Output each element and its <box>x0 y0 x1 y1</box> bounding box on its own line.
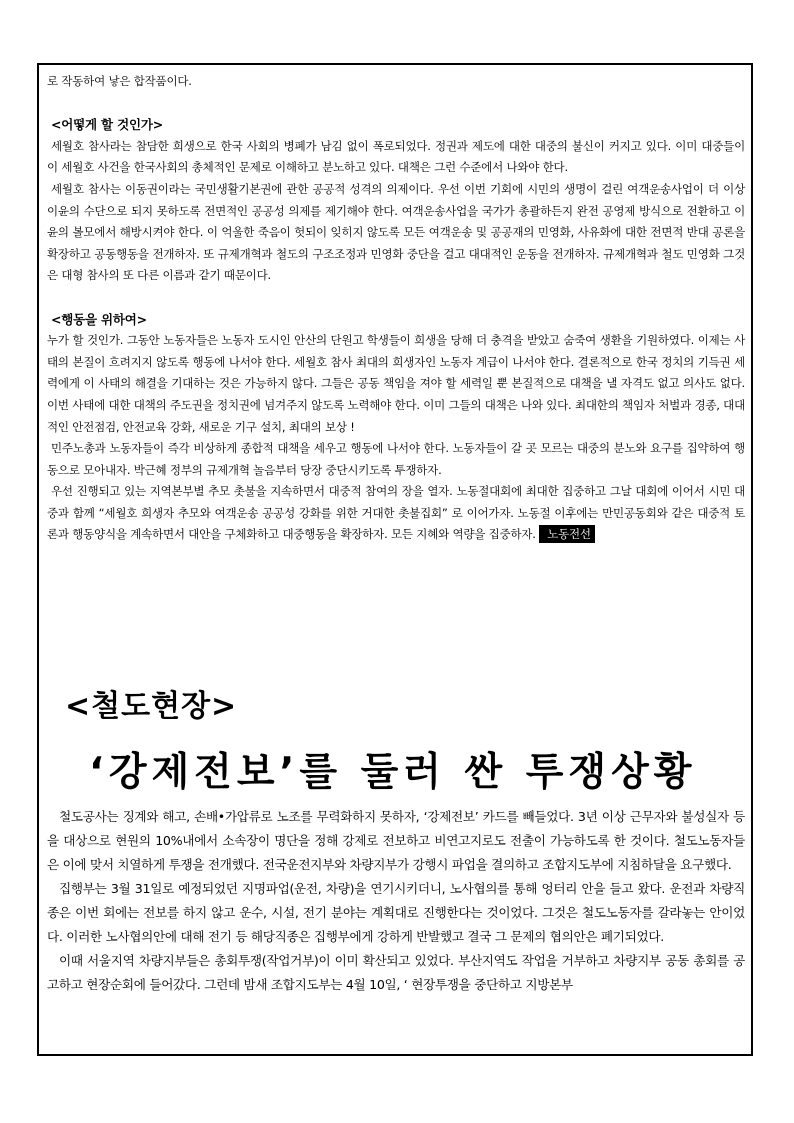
paragraph: 세월호 참사라는 참담한 희생으로 한국 사회의 병폐가 남김 없이 폭로되었다. 정권과 제도에 대한 대중의 불신이 커지고 있다. 이미 대중들이 이 세월호 사건을 한국사회의 총체적인 문제로 이해하고 분노하고 있다. 대책은 그런 수준에서 나와야 한다. <box>47 138 745 175</box>
upper-article <box>47 71 745 546</box>
paragraph: 누가 할 것인가. 그동안 노동자들은 노동자 도시인 안산의 단원고 학생들이 희생을 당해 더 충격을 받았고 숨죽여 생환을 기원하였다. 이제는 사태의 본질이 흐려지지 않도록 행동에 나서야 한다. 세월호 참사 최대의 희생자인 노동자 계급이 나서야 한다. 결론적으로 한국 정치의 기득권 세력에게 이 사태의 해결을 기대하는 것은 가능하지 않다. 그들은 공동 책임을 져야 할 세력일 뿐 본질적으로 대책을 낼 자격도 없고 의사도 없다. 이번 사태에 대한 대책의 주도권을 정치권에 넘겨주지 않도록 노력해야 한다. 이미 그들의 대책은 나와 있다. 최대한의 책임자 처벌과 경종, 대대적인 안전점검, 안전교육 강화, 새로운 기구 설치, 최대의 보상 ! <box>47 333 745 434</box>
paragraph: 민주노총과 노동자들이 즉각 비상하게 종합적 대책을 세우고 행동에 나서야 한다. 노동자들이 갈 곳 모르는 대중의 분노와 요구를 집약하여 행동으로 모아내자. 박근혜 정부의 규제개혁 놀음부터 당장 중단시키도록 투쟁하자. <box>47 441 745 477</box>
intro-line: 로 작동하여 낳은 합작품이다. <box>47 74 192 88</box>
paragraph-text: 우선 진행되고 있는 지역본부별 추모 촛불을 지속하면서 대중적 참여의 장을 열자. 노동절대회에 최대한 집중하고 그날 대회에 이어서 시민 대중과 함께 “세월호 희생자 추모와 여객운송 공공성 강화를 위한 거대한 촛불집회” 로 이어가자. 노동절 이후에는 만민공동회와 같은 대중적 토론과 행동양식을 계속하면서 대안을 구체화하고 대중행동을 확장하자. 모든 지혜와 역량을 집중하자. <box>47 484 745 542</box>
page-frame <box>37 63 753 1056</box>
article-title: ‘강제전보’를 둘러 싼 투쟁상황 <box>89 750 697 795</box>
rail-section-heading: <철도현장> <box>65 689 238 724</box>
section-heading-how: <어떻게 할 것인가> <box>51 117 163 133</box>
spacer <box>47 93 745 115</box>
source-tag: 노동전선 <box>539 525 595 543</box>
section-heading-action: <행동을 위하여> <box>51 311 147 327</box>
paragraph: 집행부는 3월 31일로 예정되었던 지명파업(운전, 차량)을 연기시키더니, 노사협의를 통해 엉터리 안을 들고 왔다. 운전과 차량직종은 이번 회에는 전보를 하지 않고 운수, 시설, 전기 분야는 계획대로 진행한다는 것이었다. 그것은 철도노동자를 갈라놓는 안이었다. 이러한 노사협의안에 대해 전기 등 해당직종은 집행부에게 강하게 반발했고 결국 그 문제의 협의안은 폐기되었다. <box>47 881 745 944</box>
paragraph: 세월호 참사는 이동권이라는 국민생활기본권에 관한 공공적 성격의 의제이다. 우선 이번 기회에 시민의 생명이 걸린 여객운송사업이 더 이상 이윤의 수단으로 되지 못하도록 전면적인 공공성 의제를 제기해야 한다. 여객운송사업을 국가가 총괄하든지 완전 공영제 방식으로 전환하고 이윤의 볼모에서 해방시켜야 한다. 이 억울한 죽음이 헛되이 잊히지 않도록 모든 여객운송 및 공공재의 민영화, 사유화에 대한 전면적 반대 공론을 확장하고 공동행동을 전개하자. 또 규제개혁과 철도의 구조조정과 민영화 중단을 걸고 대대적인 운동을 전개하자. 규제개혁과 철도 민영화 그것은 대형 참사의 또 다른 이름과 같기 때문이다. <box>47 181 745 283</box>
spacer <box>47 287 745 309</box>
paragraph: 철도공사는 징계와 해고, 손배•가압류로 노조를 무력화하지 못하자, ‘강제전보’ 카드를 빼들었다. 3년 이상 근무자와 불성실자 등을 대상으로 현원의 10%내에서 소속장이 명단을 정해 강제로 전보하고 비연고지로도 전출이 가능하도록 한 것이다. 철도노동자들은 이에 맞서 치열하게 투쟁을 전개했다. 전국운전지부와 차량지부가 강행시 파업을 결의하고 조합지도부에 지침하달을 요구했다. <box>47 809 745 872</box>
rail-article-body <box>47 805 745 997</box>
paragraph: 이때 서울지역 차량지부들은 총회투쟁(작업거부)이 이미 확산되고 있었다. 부산지역도 작업을 거부하고 차량지부 공동 총회를 공고하고 현장순회에 들어갔다. 그런데 밤새 조합지도부는 4월 10일, ‘ 현장투쟁을 중단하고 지방본부 <box>47 953 745 992</box>
paragraph <box>47 481 745 546</box>
